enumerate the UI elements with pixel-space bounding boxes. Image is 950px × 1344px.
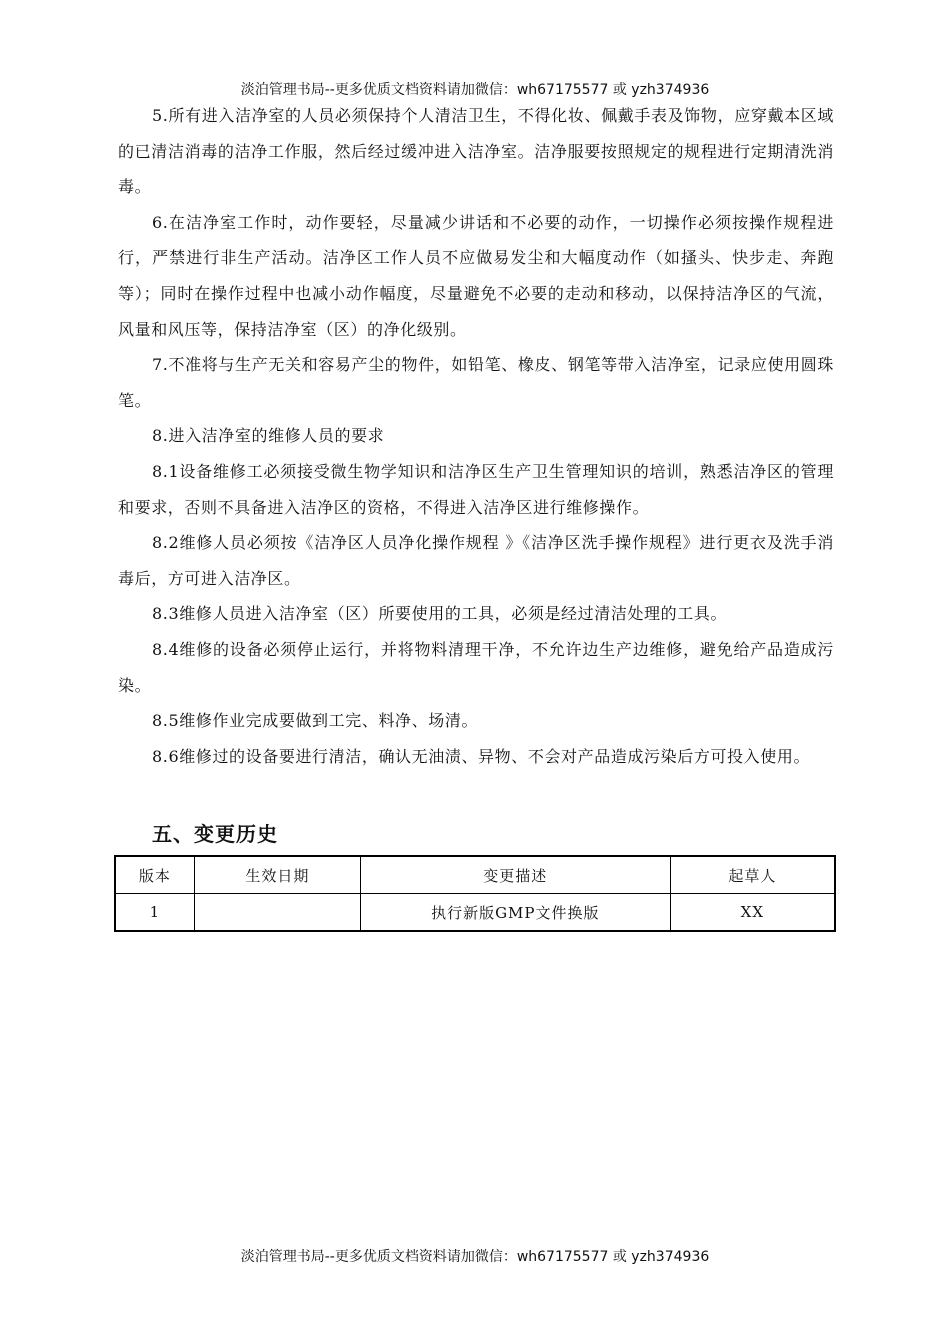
paragraph-5: 5.所有进入洁净室的人员必须保持个人清洁卫生，不得化妆、佩戴手表及饰物，应穿戴本区域的已清洁消毒的洁净工作服，然后经过缓冲进入洁净室。洁净服要按照规定的规程进行定期清洗消毒。 (118, 106, 834, 197)
paragraph-8: 8.进入洁净室的维修人员的要求 (152, 426, 385, 446)
paragraph-7: 7.不准将与生产无关和容易产尘的物件，如铅笔、橡皮、钢笔等带入洁净室，记录应使用圆珠笔。 (118, 355, 834, 410)
paragraph-6: 6.在洁净室工作时，动作要轻，尽量减少讲话和不必要的动作，一切操作必须按操作规程进行，严禁进行非生产活动。洁净区工作人员不应做易发尘和大幅度动作（如搔头、快步走、奔跑等）；同时在操作过程中也减小动作幅度，尽量避免不必要的走动和移动，以保持洁净区的气流，风量和风压等，保持洁净室（区）的净化级别。 (118, 212, 834, 339)
header-effective-date: 生效日期 (194, 856, 360, 894)
section-title: 五、变更历史 (152, 822, 278, 846)
header-version: 版本 (115, 856, 194, 894)
header-change-description: 变更描述 (360, 856, 670, 894)
cell-effective-date (194, 894, 360, 932)
paragraph-8-4: 8.4维修的设备必须停止运行，并将物料清理干净，不允许边生产边维修，避免给产品造成污染。 (118, 639, 834, 695)
page-header: 淡泊管理书局--更多优质文档资料请加微信：wh67175577 或 yzh374936 (240, 82, 710, 98)
table-row (115, 894, 835, 932)
paragraph-8-5: 8.5维修作业完成要做到工完、料净、场清。 (152, 711, 479, 731)
header-drafter: 起草人 (670, 856, 835, 894)
paragraph-8-6: 8.6维修过的设备要进行清洁，确认无油渍、异物、不会对产品造成污染后方可投入使用。 (152, 746, 811, 766)
paragraph-8-1: 8.1设备维修工必须接受微生物学知识和洁净区生产卫生管理知识的培训，熟悉洁净区的管理和要求，否则不具备进入洁净区的资格，不得进入洁净区进行维修操作。 (118, 461, 834, 517)
cell-change-description: 执行新版GMP文件换版 (360, 894, 670, 932)
table-header-row (115, 856, 835, 894)
cell-version: 1 (115, 894, 194, 932)
document-body (118, 98, 834, 774)
page-footer: 淡泊管理书局--更多优质文档资料请加微信：wh67175577 或 yzh374936 (240, 1249, 710, 1265)
change-history-table (114, 855, 836, 932)
paragraph-8-3: 8.3维修人员进入洁净室（区）所要使用的工具，必须是经过清洁处理的工具。 (152, 604, 728, 624)
paragraph-8-2: 8.2维修人员必须按《洁净区人员净化操作规程 》《洁净区洗手操作规程》进行更衣及洗手消毒后，方可进入洁净区。 (118, 533, 834, 588)
cell-drafter: XX (670, 894, 835, 932)
